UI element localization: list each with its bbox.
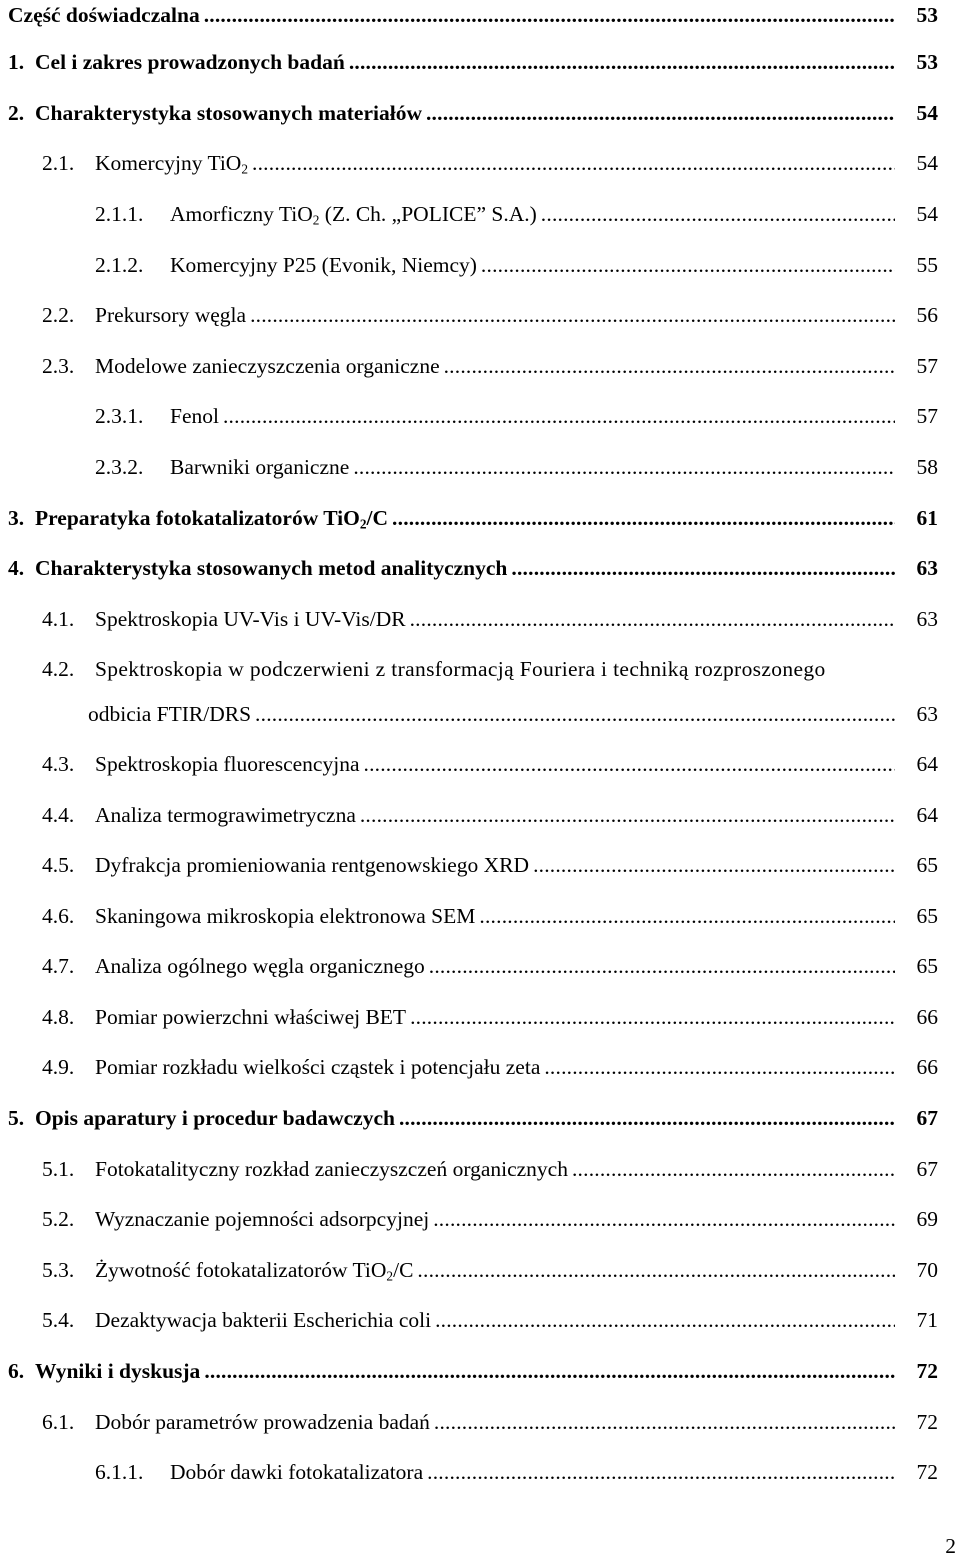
toc-entry-page: 64 bbox=[916, 752, 938, 776]
toc-entry-number: 2.3.1. bbox=[95, 404, 144, 428]
toc-entry-title: Charakterystyka stosowanych metod analitycznych bbox=[35, 556, 508, 580]
toc-entry-title: Część doświadczalna bbox=[8, 3, 200, 27]
dot-leader bbox=[479, 901, 895, 931]
toc-entry-page: 72 bbox=[916, 1410, 938, 1434]
toc-entry-page: 54 bbox=[916, 101, 938, 125]
toc-entry[interactable] bbox=[0, 749, 960, 779]
toc-entry-title: Cel i zakres prowadzonych badań bbox=[35, 50, 345, 74]
toc-entry-title: Analiza ogólnego węgla organicznego bbox=[95, 954, 425, 978]
toc-entry-page: 69 bbox=[916, 1207, 938, 1231]
dot-leader bbox=[410, 604, 895, 634]
toc-entry[interactable] bbox=[0, 1255, 960, 1285]
toc-entry-number: 4.1. bbox=[42, 607, 75, 631]
toc-entry-title: Spektroskopia UV-Vis i UV-Vis/DR bbox=[95, 607, 406, 631]
toc-entry[interactable] bbox=[0, 1204, 960, 1234]
toc-entry-page: 71 bbox=[916, 1308, 938, 1332]
dot-leader bbox=[429, 951, 895, 981]
toc-entry-page: 65 bbox=[916, 904, 938, 928]
toc-entry-page: 53 bbox=[916, 3, 938, 27]
dot-leader bbox=[399, 1103, 895, 1133]
dot-leader bbox=[204, 0, 895, 30]
toc-entry[interactable] bbox=[0, 47, 960, 77]
dot-leader bbox=[444, 351, 895, 381]
toc-entry-title: Wyznaczanie pojemności adsorpcyjnej bbox=[95, 1207, 430, 1231]
toc-entry-page: 65 bbox=[916, 954, 938, 978]
toc-entry[interactable] bbox=[0, 452, 960, 482]
dot-leader bbox=[433, 1204, 895, 1234]
toc-entry-page: 66 bbox=[916, 1005, 938, 1029]
toc-entry-title: Pomiar rozkładu wielkości cząstek i potencjału zeta bbox=[95, 1055, 541, 1079]
toc-entry-title: Skaningowa mikroskopia elektronowa SEM bbox=[95, 904, 476, 928]
dot-leader bbox=[426, 98, 895, 128]
toc-entry-number: 4.2. bbox=[42, 657, 75, 681]
toc-entry-page: 57 bbox=[916, 404, 938, 428]
toc-entry-title: Wyniki i dyskusja bbox=[35, 1359, 201, 1383]
toc-entry[interactable] bbox=[0, 1407, 960, 1437]
toc-entry-number: 6.1.1. bbox=[95, 1460, 144, 1484]
toc-entry-number: 5.3. bbox=[42, 1258, 75, 1282]
toc-entry-title: Modelowe zanieczyszczenia organiczne bbox=[95, 354, 440, 378]
toc-entry-number: 2.2. bbox=[42, 303, 75, 327]
toc-entry[interactable] bbox=[0, 199, 960, 229]
dot-leader bbox=[435, 1305, 895, 1335]
dot-leader bbox=[204, 1356, 895, 1386]
toc-entry-page: 64 bbox=[916, 803, 938, 827]
toc-entry-title: Dobór dawki fotokatalizatora bbox=[170, 1460, 424, 1484]
toc-entry-number: 4.4. bbox=[42, 803, 75, 827]
toc-entry-page: 67 bbox=[916, 1106, 938, 1130]
toc-entry-number: 4.6. bbox=[42, 904, 75, 928]
toc-entry-number: 4.7. bbox=[42, 954, 75, 978]
toc-entry[interactable] bbox=[0, 1052, 960, 1082]
toc-entry[interactable] bbox=[0, 901, 960, 931]
dot-leader bbox=[349, 47, 895, 77]
toc-entry-page: 63 bbox=[916, 607, 938, 631]
toc-entry-number: 2.1. bbox=[42, 151, 75, 175]
toc-entry-title: Dezaktywacja bakterii Escherichia coli bbox=[95, 1308, 432, 1332]
toc-entry-number: 5.4. bbox=[42, 1308, 75, 1332]
toc-entry[interactable] bbox=[0, 800, 960, 830]
dot-leader bbox=[481, 250, 895, 280]
toc-entry-page: 70 bbox=[916, 1258, 938, 1282]
toc-entry[interactable] bbox=[0, 1154, 960, 1184]
dot-leader bbox=[541, 199, 895, 229]
dot-leader bbox=[427, 1457, 895, 1487]
dot-leader bbox=[392, 503, 895, 533]
toc-entry-title: Dobór parametrów prowadzenia badań bbox=[95, 1410, 430, 1434]
toc-entry-number: 5.2. bbox=[42, 1207, 75, 1231]
toc-entry[interactable] bbox=[0, 98, 960, 128]
toc-entry-title: Dyfrakcja promieniowania rentgenowskiego XRD bbox=[95, 853, 530, 877]
toc-entry-number: 4. bbox=[8, 556, 25, 580]
toc-entry[interactable] bbox=[0, 1103, 960, 1133]
toc-entry-number: 2.1.1. bbox=[95, 202, 144, 226]
toc-entry-page: 61 bbox=[916, 506, 938, 530]
dot-leader bbox=[223, 401, 895, 431]
dot-leader bbox=[417, 1255, 895, 1285]
toc-entry-title: Preparatyka fotokatalizatorów TiO$_2$/C bbox=[35, 506, 389, 532]
toc-entry-number: 4.8. bbox=[42, 1005, 75, 1029]
toc-entry-title: Amorficzny TiO$_2$ (Z. Ch. „POLICE” S.A.) bbox=[170, 202, 537, 228]
toc-entry-page: 56 bbox=[916, 303, 938, 327]
toc-entry-title: Prekursory węgla bbox=[95, 303, 247, 327]
page-number: 2 bbox=[945, 1534, 956, 1558]
toc-entry-page: 63 bbox=[916, 702, 938, 726]
toc-entry-page: 72 bbox=[916, 1359, 938, 1383]
dot-leader bbox=[434, 1407, 895, 1437]
dot-leader bbox=[572, 1154, 895, 1184]
toc-entry[interactable] bbox=[0, 951, 960, 981]
toc-entry-page: 67 bbox=[916, 1157, 938, 1181]
toc-entry-number: 6.1. bbox=[42, 1410, 75, 1434]
toc-entry-page: 58 bbox=[916, 455, 938, 479]
toc-entry-title: Pomiar powierzchni właściwej BET bbox=[95, 1005, 407, 1029]
toc-entry-page: 57 bbox=[916, 354, 938, 378]
toc-entry[interactable] bbox=[0, 1356, 960, 1386]
dot-leader bbox=[511, 553, 895, 583]
toc-entry-number: 2.3. bbox=[42, 354, 75, 378]
dot-leader bbox=[353, 452, 895, 482]
dot-leader bbox=[364, 749, 896, 779]
toc-entry[interactable] bbox=[0, 250, 960, 280]
toc-entry-number: 4.3. bbox=[42, 752, 75, 776]
dot-leader bbox=[360, 800, 895, 830]
toc-entry[interactable] bbox=[0, 1305, 960, 1335]
toc-entry[interactable] bbox=[0, 850, 960, 880]
toc-entry-number: 3. bbox=[8, 506, 25, 530]
toc-entry[interactable] bbox=[0, 148, 960, 178]
toc-entry-number: 6. bbox=[8, 1359, 25, 1383]
dot-leader bbox=[410, 1002, 895, 1032]
toc-entry[interactable] bbox=[0, 1457, 960, 1487]
toc-entry-title: Komercyjny TiO$_2$ bbox=[95, 151, 249, 177]
toc-entry-page: 63 bbox=[916, 556, 938, 580]
toc-entry-page: 55 bbox=[916, 253, 938, 277]
toc-entry-title-continued: odbicia FTIR/DRS bbox=[88, 702, 252, 726]
toc-entry-page: 54 bbox=[916, 151, 938, 175]
toc-entry[interactable] bbox=[0, 503, 960, 533]
toc-entry[interactable] bbox=[0, 300, 960, 330]
toc-entry-title: Charakterystyka stosowanych materiałów bbox=[35, 101, 422, 125]
toc-entry-page: 65 bbox=[916, 853, 938, 877]
toc-entry-title: Analiza termograwimetryczna bbox=[95, 803, 356, 827]
toc-entry-number: 5. bbox=[8, 1106, 25, 1130]
toc-entry[interactable] bbox=[0, 0, 960, 30]
toc-entry-title: Barwniki organiczne bbox=[170, 455, 350, 479]
toc-entry-number: 1. bbox=[8, 50, 25, 74]
toc-entry[interactable] bbox=[0, 553, 960, 583]
toc-entry-title: Opis aparatury i procedur badawczych bbox=[35, 1106, 395, 1130]
toc-entry-page: 53 bbox=[916, 50, 938, 74]
dot-leader bbox=[255, 699, 895, 729]
toc-entry-number: 2. bbox=[8, 101, 25, 125]
toc-entry-number: 2.3.2. bbox=[95, 455, 144, 479]
dot-leader bbox=[544, 1052, 895, 1082]
dot-leader bbox=[252, 148, 895, 178]
dot-leader bbox=[533, 850, 895, 880]
toc-entry-title: Spektroskopia w podczerwieni z transformacją Fouriera i techniką rozproszonego bbox=[95, 657, 826, 681]
toc-entry-number: 2.1.2. bbox=[95, 253, 144, 277]
toc-entry-title: Fotokatalityczny rozkład zanieczyszczeń organicznych bbox=[95, 1157, 568, 1181]
toc-entry-title: Spektroskopia fluorescencyjna bbox=[95, 752, 360, 776]
toc-entry-page: 54 bbox=[916, 202, 938, 226]
toc-entry[interactable] bbox=[0, 401, 960, 431]
dot-leader bbox=[250, 300, 895, 330]
toc-entry-page: 66 bbox=[916, 1055, 938, 1079]
toc-entry-number: 4.9. bbox=[42, 1055, 75, 1079]
toc-entry-title: Fenol bbox=[170, 404, 219, 428]
toc-entry[interactable] bbox=[0, 351, 960, 381]
toc-entry[interactable] bbox=[0, 1002, 960, 1032]
toc-entry[interactable] bbox=[0, 604, 960, 634]
toc-entry-number: 4.5. bbox=[42, 853, 75, 877]
toc-entry-line-1 bbox=[0, 654, 960, 684]
toc-entry-page: 72 bbox=[916, 1460, 938, 1484]
toc-entry-line-2 bbox=[0, 699, 960, 729]
toc-entry-number: 5.1. bbox=[42, 1157, 75, 1181]
toc-entry-title: Żywotność fotokatalizatorów TiO$_2$/C bbox=[95, 1258, 414, 1284]
toc-entry-title: Komercyjny P25 (Evonik, Niemcy) bbox=[170, 253, 477, 277]
